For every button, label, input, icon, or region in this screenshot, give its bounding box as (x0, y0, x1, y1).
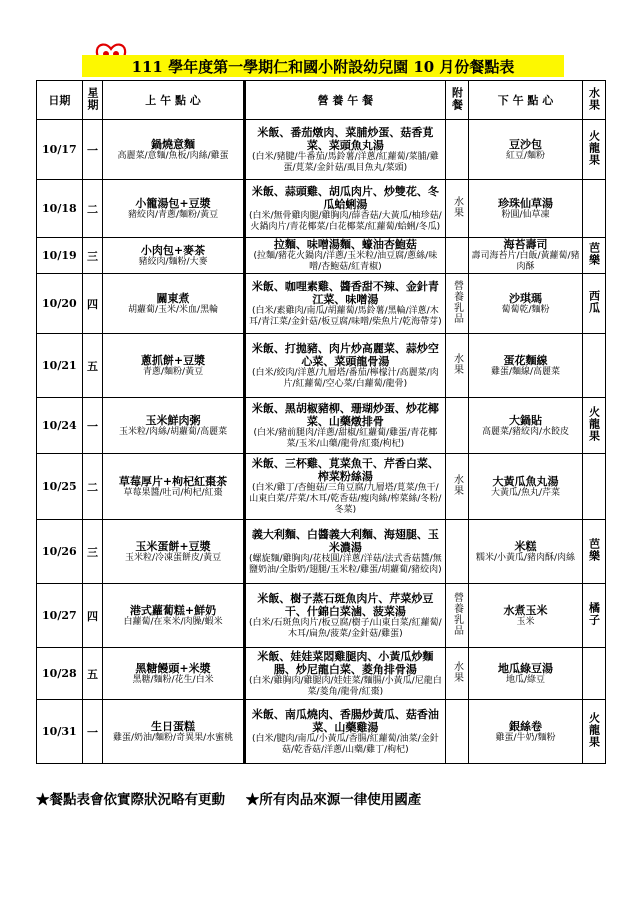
row-extra (446, 398, 469, 454)
row-extra (446, 334, 469, 398)
pm-snack-ingredients: 雞蛋/牛奶/麵粉 (495, 732, 556, 743)
row-day: 一 (82, 398, 103, 454)
am-snack-name: 港式蘿蔔糕+鮮奶 (129, 603, 217, 617)
row-day: 一 (82, 120, 103, 180)
pm-snack-name: 銀絲卷 (508, 719, 542, 733)
row-fruit (583, 120, 606, 180)
row-lunch (244, 274, 445, 334)
menu-row (37, 520, 606, 584)
menu-row (37, 648, 606, 700)
pm-snack-ingredients: 地瓜/綠豆 (505, 674, 546, 685)
row-lunch (244, 520, 445, 584)
pm-snack-name: 水煮玉米 (503, 603, 548, 617)
row-fruit (583, 520, 606, 584)
row-day: 四 (82, 584, 103, 648)
lunch-dishes: 米飯、娃娃菜悶雞腿肉、小黃瓜炒麵腸、炒尼龍白菜、菱角排骨湯 (257, 649, 434, 676)
fruit-item: 西瓜 (587, 290, 601, 314)
row-am-snack (103, 398, 244, 454)
lunch-ingredients: (拉麵/豬花火鍋肉/洋蔥/玉米粒/油豆腐/蔥絲/味噌/杏鮑菇/紅青椒) (253, 251, 438, 272)
row-fruit (583, 334, 606, 398)
footer-note-update: ★餐點表會依實際狀況略有更動 (36, 792, 225, 808)
row-pm-snack (468, 238, 582, 274)
am-snack-name: 關東煮 (156, 291, 190, 305)
row-extra (446, 454, 469, 520)
pm-snack-name: 米糕 (514, 539, 537, 553)
extra-item: 營養乳品 (451, 280, 463, 324)
header-date: 日期 (37, 81, 83, 120)
row-am-snack (103, 334, 244, 398)
am-snack-name: 小籠湯包+豆漿 (135, 196, 211, 210)
row-pm-snack (468, 454, 582, 520)
header-am-snack: 上 午 點 心 (103, 81, 244, 120)
fruit-item: 火龍果 (587, 130, 601, 166)
extra-item: 水果 (451, 196, 463, 218)
header-pm-snack: 下 午 點 心 (468, 81, 582, 120)
lunch-ingredients: (白米/腱肉/南瓜/小黃瓜/香腸/紅蘿蔔/油菜/金針菇/乾香菇/洋蔥/山藥/雞丁/枸杞) (251, 733, 439, 755)
lunch-ingredients: (白米/雞丁/杏鮑菇/三角豆腐/九層塔/莧菜/魚干/山東白菜/芹菜/木耳/乾香菇/瘦肉絲/榨菜絲/冬粉/冬菜) (249, 483, 442, 515)
menu-table (36, 80, 606, 764)
row-lunch (244, 180, 445, 238)
row-lunch (244, 334, 445, 398)
row-date: 10/27 (37, 584, 83, 648)
header-day: 星期 (82, 81, 103, 120)
row-date: 10/28 (37, 648, 83, 700)
pm-snack-ingredients: 蔔蔔乾/麵粉 (501, 304, 550, 315)
header-row (37, 81, 606, 120)
pm-snack-name: 大鍋貼 (508, 413, 542, 427)
pm-snack-ingredients: 糯米/小黃瓜/豬肉酥/肉絲 (475, 552, 576, 563)
pm-snack-ingredients: 高麗菜/豬絞肉/水餃皮 (481, 426, 570, 437)
row-extra (446, 520, 469, 584)
fruit-item: 芭樂 (587, 242, 601, 266)
row-am-snack (103, 454, 244, 520)
row-fruit (583, 700, 606, 764)
lunch-dishes: 米飯、蒜頭雞、胡瓜肉片、炒雙花、冬瓜蛤蜊湯 (251, 184, 439, 211)
row-lunch (244, 700, 445, 764)
am-snack-ingredients: 玉米粒/肉絲/胡蘿蔔/高麗菜 (118, 426, 228, 437)
row-date: 10/26 (37, 520, 83, 584)
row-day: 五 (82, 648, 103, 700)
row-extra (446, 238, 469, 274)
pm-snack-name: 蛋花麵線 (503, 353, 548, 367)
am-snack-name: 玉米蛋餅+豆漿 (135, 539, 211, 553)
row-am-snack (103, 274, 244, 334)
row-am-snack (103, 584, 244, 648)
row-pm-snack (468, 584, 582, 648)
row-fruit (583, 238, 606, 274)
row-date: 10/21 (37, 334, 83, 398)
header-fruit: 水果 (583, 81, 606, 120)
lunch-dishes: 米飯、番茄燉肉、菜脯炒蛋、菇香莧菜、菜頭魚丸湯 (257, 125, 434, 152)
menu-row (37, 120, 606, 180)
am-snack-name: 黑糖饅頭+米漿 (135, 661, 211, 675)
lunch-ingredients: (白米/豬前腿肉/洋蔥/甜椒/紅蘿蔔/雞蛋/青花椰菜/玉米/山藥/龍骨/紅棗/枸杞) (253, 427, 438, 449)
am-snack-ingredients: 胡蘿蔔/玉米/米血/黑輪 (127, 304, 219, 315)
row-lunch (244, 398, 445, 454)
am-snack-ingredients: 黑糖/麵粉/花生/白米 (132, 674, 214, 685)
pm-snack-ingredients: 粉圓/仙草凍 (501, 209, 550, 220)
row-day: 二 (82, 180, 103, 238)
row-date: 10/17 (37, 120, 83, 180)
row-fruit (583, 274, 606, 334)
lunch-dishes: 米飯、三杯雞、莧菜魚干、芹香白菜、榨菜粉絲湯 (251, 457, 439, 483)
row-extra (446, 180, 469, 238)
row-date: 10/19 (37, 238, 83, 274)
lunch-dishes: 米飯、樹子蒸石斑魚肉片、芹菜炒豆干、什錦白菜滷、菠菜湯 (257, 591, 434, 618)
row-date: 10/18 (37, 180, 83, 238)
row-date: 10/31 (37, 700, 83, 764)
extra-item: 營養乳品 (451, 592, 463, 636)
fruit-item: 芭樂 (587, 538, 601, 562)
row-extra (446, 700, 469, 764)
header-lunch: 營 養 午 餐 (244, 81, 445, 120)
lunch-dishes: 米飯、打拋豬、肉片炒高麗菜、蒜炒空心菜、菜頭龍骨湯 (251, 341, 439, 368)
row-am-snack (103, 648, 244, 700)
row-fruit (583, 648, 606, 700)
menu-row (37, 274, 606, 334)
pm-snack-ingredients: 紅豆/麵粉 (505, 150, 546, 161)
pm-snack-ingredients: 玉米 (516, 616, 535, 627)
footer-notes (36, 788, 437, 808)
am-snack-ingredients: 雞蛋/奶油/麵粉/奇異果/水蜜桃 (112, 732, 234, 743)
am-snack-name: 草莓厚片+枸杞紅棗茶 (118, 474, 228, 488)
row-am-snack (103, 238, 244, 274)
pm-snack-name: 大黃瓜魚丸湯 (492, 474, 559, 488)
row-lunch (244, 584, 445, 648)
row-pm-snack (468, 120, 582, 180)
lunch-dishes: 米飯、南瓜燒肉、香腸炒黃瓜、菇香油菜、山藥雞湯 (251, 707, 439, 734)
row-date: 10/24 (37, 398, 83, 454)
pm-snack-name: 珍珠仙草湯 (497, 196, 553, 210)
row-am-snack (103, 120, 244, 180)
menu-row (37, 180, 606, 238)
row-pm-snack (468, 274, 582, 334)
page-title: 111 學年度第一學期仁和國小附設幼兒園 10 月份餐點表 (82, 55, 564, 77)
am-snack-name: 玉米鮮肉粥 (145, 413, 201, 427)
am-snack-ingredients: 豬絞肉/麵粉/大麥 (138, 256, 208, 267)
row-fruit (583, 584, 606, 648)
row-pm-snack (468, 180, 582, 238)
am-snack-ingredients: 青蔥/麵粉/黃豆 (143, 366, 204, 377)
fruit-item: 橘子 (587, 602, 601, 626)
row-pm-snack (468, 700, 582, 764)
footer-note-meat: ★所有肉品來源一律使用國產 (245, 792, 422, 808)
pm-snack-name: 豆沙包 (508, 137, 542, 151)
row-extra (446, 648, 469, 700)
lunch-dishes: 米飯、黑胡椒豬柳、珊瑚炒蛋、炒花椰菜、山藥燉排骨 (251, 401, 439, 428)
row-fruit (583, 454, 606, 520)
am-snack-name: 生日蛋糕 (151, 719, 196, 733)
lunch-ingredients: (白米/素雞肉/南瓜/胡蘿蔔/馬鈴薯/黑輪/洋蔥/木耳/青江菜/金針菇/板豆腐/味噌/柴魚片/乾海帶芽) (248, 305, 442, 327)
row-am-snack (103, 700, 244, 764)
header-extra: 附餐 (446, 81, 469, 120)
row-extra (446, 120, 469, 180)
am-snack-ingredients: 白蘿蔔/在來米/肉臊/蝦米 (123, 616, 223, 627)
lunch-dishes: 米飯、咖哩素雞、醬香甜不辣、金針青江菜、味噌湯 (251, 279, 439, 306)
row-day: 一 (82, 700, 103, 764)
fruit-item: 火龍果 (587, 712, 601, 748)
extra-item: 水果 (451, 353, 463, 375)
menu-row (37, 454, 606, 520)
row-lunch (244, 454, 445, 520)
row-date: 10/20 (37, 274, 83, 334)
row-am-snack (103, 180, 244, 238)
row-am-snack (103, 520, 244, 584)
am-snack-ingredients: 高麗菜/意麵/魚板/肉絲/雞蛋 (117, 150, 229, 161)
menu-row (37, 700, 606, 764)
row-date: 10/25 (37, 454, 83, 520)
row-day: 三 (82, 238, 103, 274)
pm-snack-ingredients: 壽司海苔片/白飯/黃蘿蔔/豬肉酥 (471, 251, 580, 272)
row-day: 三 (82, 520, 103, 584)
row-fruit (583, 398, 606, 454)
row-extra (446, 274, 469, 334)
row-pm-snack (468, 648, 582, 700)
am-snack-ingredients: 草莓果醬/吐司/枸杞/紅棗 (123, 487, 223, 498)
row-pm-snack (468, 334, 582, 398)
pm-snack-name: 地瓜綠豆湯 (497, 661, 553, 675)
lunch-ingredients: (白米/絞肉/洋蔥/九層塔/番茄/檸檬汁/高麗菜/肉片/紅蘿蔔/空心菜/白蘿蔔/龍骨) (251, 367, 439, 389)
fruit-item: 火龍果 (587, 406, 601, 442)
lunch-ingredients: (螺旋麵/雞胸肉/花枝圓/洋蔥/洋菇/法式香菇醬/無鹽奶油/全脂奶/翅腿/玉米粒/雞蛋/胡蘿蔔/豬絞肉) (248, 553, 442, 575)
menu-row (37, 584, 606, 648)
lunch-dishes: 拉麵、味噌湯麵、蠔油杏鮑菇 (273, 238, 417, 251)
am-snack-name: 鍋燒意麵 (151, 137, 196, 151)
extra-item: 水果 (451, 661, 463, 683)
pm-snack-name: 海苔壽司 (503, 238, 548, 251)
lunch-ingredients: (白米/無骨雞肉腿/雞胸肉/薛香菇/大黃瓜/柚珍菇/火鍋肉片/青花椰菜/白花椰菜/紅蘿蔔/蛤蜊/冬瓜) (248, 210, 442, 232)
menu-row (37, 238, 606, 274)
row-lunch (244, 120, 445, 180)
row-lunch (244, 238, 445, 274)
lunch-ingredients: (白米/雞胸肉/雞腿肉/娃娃菜/麵腸/小黃瓜/尼龍白菜/菱角/龍骨/紅棗) (248, 675, 442, 697)
pm-snack-ingredients: 雞蛋/麵線/高麗菜 (490, 366, 561, 377)
pm-snack-ingredients: 大黃瓜/魚丸/芹菜 (490, 487, 561, 498)
row-day: 五 (82, 334, 103, 398)
lunch-ingredients: (白米/石斑魚肉片/板豆腐/樹子/山東白菜/紅蘿蔔/木耳/扁魚/菠菜/金針菇/雞蛋) (248, 617, 442, 639)
row-lunch (244, 648, 445, 700)
menu-row (37, 334, 606, 398)
am-snack-ingredients: 玉米粒/冷凍蛋餅皮/黃豆 (125, 552, 222, 563)
row-fruit (583, 180, 606, 238)
am-snack-name: 蔥抓餅+豆漿 (140, 353, 206, 367)
lunch-ingredients: (白米/豬腱/牛番茄/馬鈴薯/洋蔥/紅蘿蔔/菜脯/雞蛋/莧菜/金針菇/虱目魚丸/菜頭) (251, 151, 439, 173)
row-day: 四 (82, 274, 103, 334)
am-snack-ingredients: 豬絞肉/青蔥/麵粉/黃豆 (127, 209, 219, 220)
am-snack-name: 小肉包+麥茶 (140, 243, 206, 257)
row-pm-snack (468, 520, 582, 584)
extra-item: 水果 (451, 474, 463, 496)
row-day: 二 (82, 454, 103, 520)
row-pm-snack (468, 398, 582, 454)
menu-row (37, 398, 606, 454)
lunch-dishes: 義大利麵、白醬義大利麵、海翅腿、玉米濃湯 (251, 527, 439, 554)
pm-snack-name: 沙琪瑪 (508, 291, 542, 305)
row-extra (446, 584, 469, 648)
